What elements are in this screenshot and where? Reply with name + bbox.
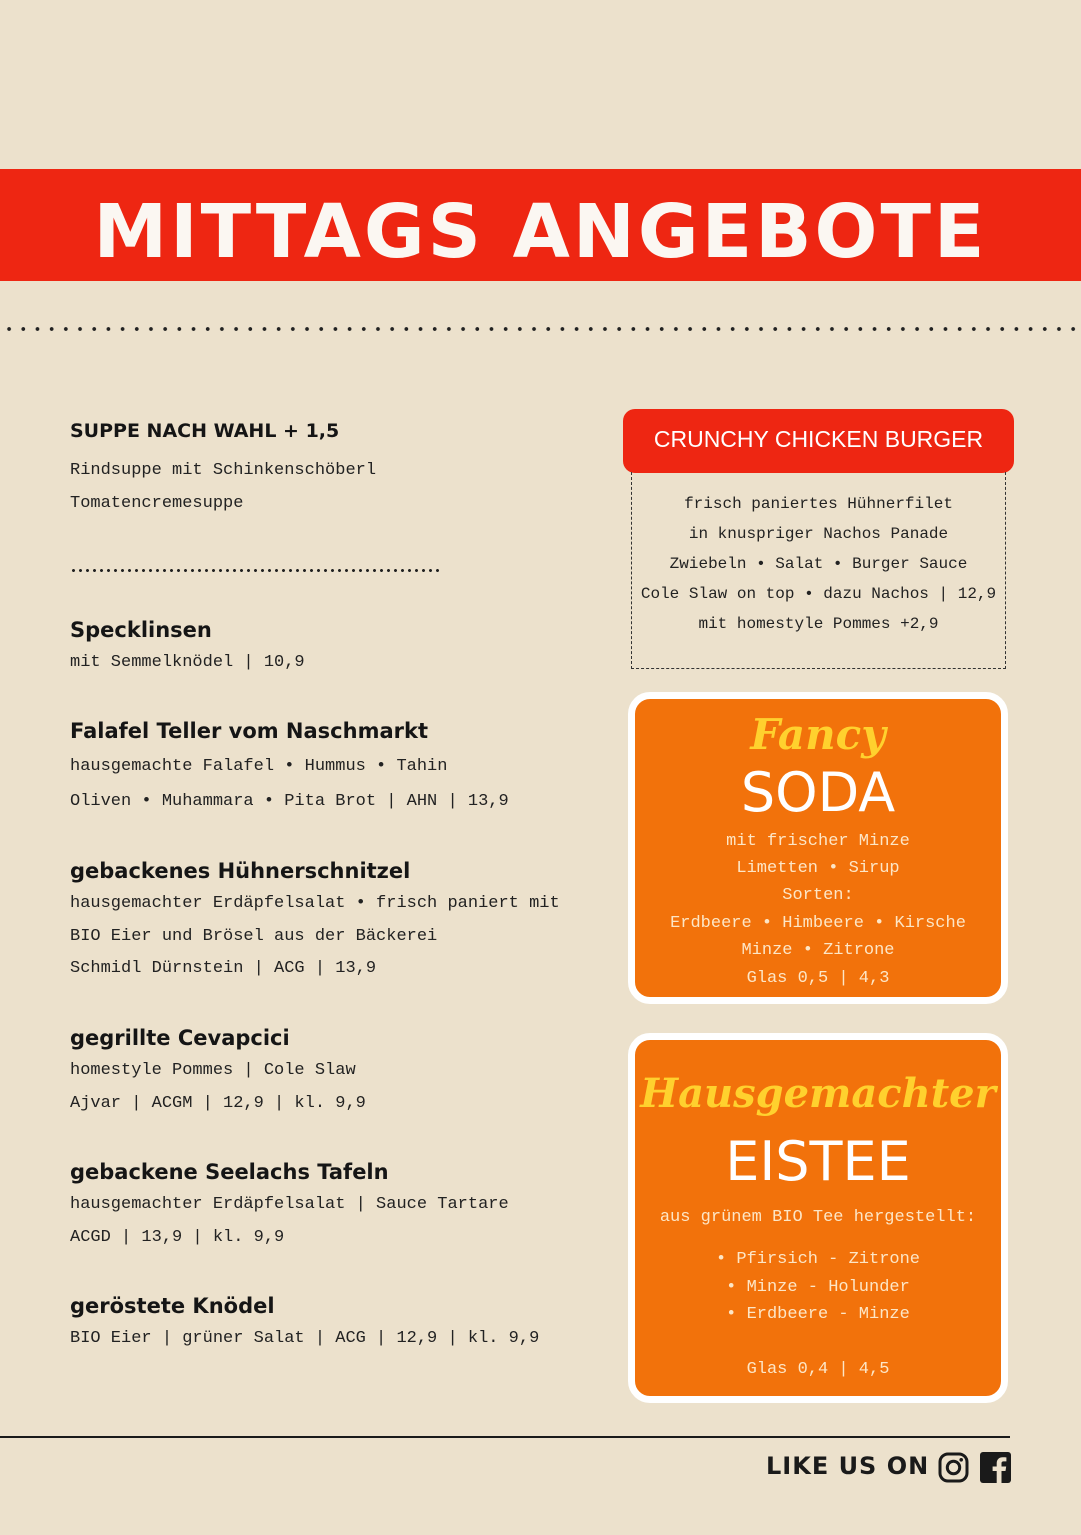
dish-description: ACGD | 13,9 | kl. 9,9 — [70, 1228, 285, 1247]
dish-name: gegrillte Cevapcici — [70, 1026, 290, 1050]
dish-name: gebackenes Hühnerschnitzel — [70, 859, 411, 883]
burger-description: Cole Slaw on top • dazu Nachos | 12,9 — [640, 585, 997, 603]
soda-description: Erdbeere • Himbeere • Kirsche — [670, 914, 966, 933]
dish-description: BIO Eier | grüner Salat | ACG | 12,9 | kl. 9,9 — [70, 1329, 540, 1348]
dish-description: Oliven • Muhammara • Pita Brot | AHN | 13,9 — [70, 792, 509, 811]
soda-description: Minze • Zitrone — [741, 941, 895, 960]
soda-description: Sorten: — [782, 886, 854, 905]
soup-heading: SUPPE NACH WAHL + 1,5 — [70, 420, 340, 442]
dish-description: homestyle Pommes | Cole Slaw — [70, 1061, 356, 1080]
eistee-flavor: • Minze - Holunder — [726, 1278, 910, 1297]
eistee-script-title: Hausgemachter — [640, 1070, 996, 1117]
eistee-price: Glas 0,4 | 4,5 — [746, 1360, 890, 1379]
dish-description: Ajvar | ACGM | 12,9 | kl. 9,9 — [70, 1094, 366, 1113]
soup-option: Tomatencremesuppe — [70, 494, 244, 513]
soda-description: mit frischer Minze — [726, 832, 910, 851]
dish-name: Falafel Teller vom Naschmarkt — [70, 719, 428, 743]
dotted-divider — [0, 326, 1081, 332]
dotted-divider — [70, 568, 442, 573]
soda-description: Limetten • Sirup — [736, 859, 900, 878]
page-title: MITTAGS ANGEBOTE — [93, 189, 988, 275]
dish-name: gebackene Seelachs Tafeln — [70, 1160, 389, 1184]
footer-divider — [0, 1436, 1010, 1438]
eistee-flavor: • Erdbeere - Minze — [726, 1305, 910, 1324]
soda-script-title: Fancy — [750, 710, 886, 759]
eistee-flavor: • Pfirsich - Zitrone — [715, 1250, 921, 1269]
dish-description: hausgemachter Erdäpfelsalat | Sauce Tartare — [70, 1195, 509, 1214]
social-label: LIKE US ON — [766, 1452, 930, 1480]
facebook-icon[interactable] — [980, 1452, 1011, 1488]
dish-description: BIO Eier und Brösel aus der Bäckerei — [70, 927, 438, 946]
burger-description: in knuspriger Nachos Panade — [688, 525, 949, 543]
dish-description: Schmidl Dürnstein | ACG | 13,9 — [70, 959, 377, 978]
eistee-intro: aus grünem BIO Tee hergestellt: — [659, 1208, 977, 1227]
soup-option: Rindsuppe mit Schinkenschöberl — [70, 461, 377, 480]
dish-name: geröstete Knödel — [70, 1294, 275, 1318]
burger-description: mit homestyle Pommes +2,9 — [698, 615, 939, 633]
burger-description: frisch paniertes Hühnerfilet — [684, 495, 953, 513]
dish-description: hausgemachter Erdäpfelsalat • frisch paniert mit — [70, 894, 560, 913]
instagram-icon[interactable] — [938, 1452, 969, 1488]
soda-price: Glas 0,5 | 4,3 — [746, 969, 890, 988]
dish-description: hausgemachte Falafel • Hummus • Tahin — [70, 757, 448, 776]
soda-title: SODA — [740, 761, 896, 824]
dish-name: Specklinsen — [70, 618, 212, 642]
eistee-title: EISTEE — [725, 1130, 911, 1193]
burger-title: CRUNCHY CHICKEN BURGER — [653, 426, 984, 452]
burger-description: Zwiebeln • Salat • Burger Sauce — [669, 555, 968, 573]
dish-description: mit Semmelknödel | 10,9 — [70, 653, 305, 672]
